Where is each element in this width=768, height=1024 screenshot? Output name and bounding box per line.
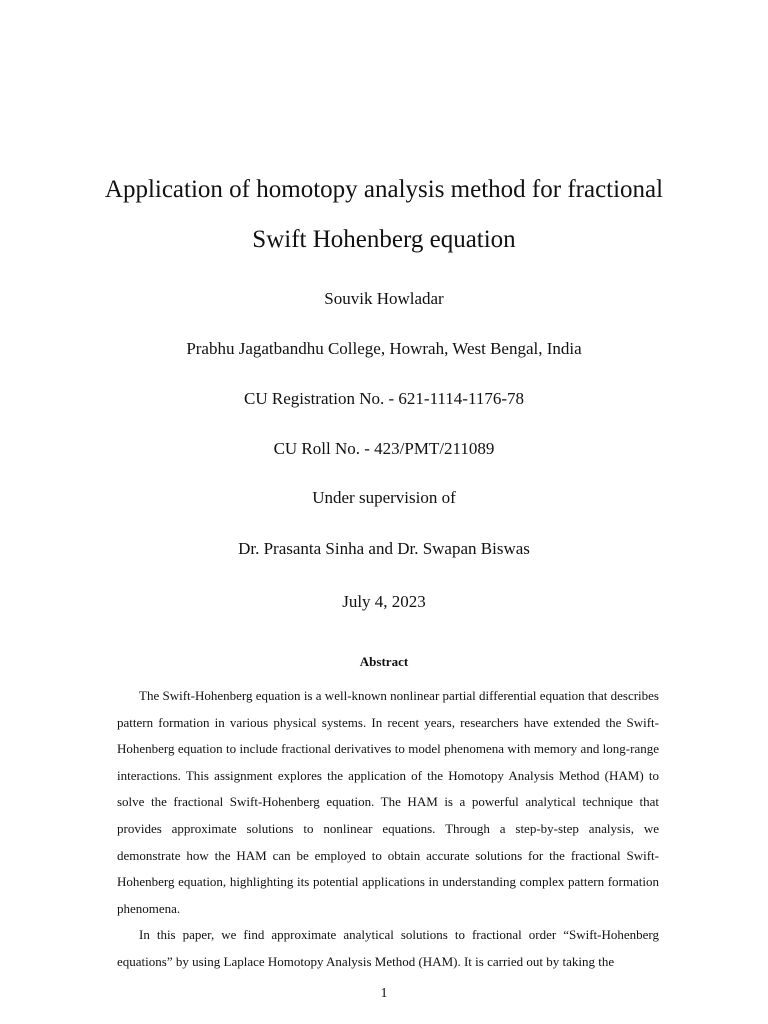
abstract-heading: Abstract [359, 654, 409, 669]
abstract-body [117, 683, 659, 976]
registration-number: CU Registration No. - 621-1114-1176-78 [244, 389, 524, 408]
abstract-paragraph: In this paper, we find approximate analytical solutions to fractional order “Swift-Hohenberg equations” by using Laplace Homotopy Analysis Method (HAM). It is carried out by taking the [117, 927, 659, 969]
affiliation: Prabhu Jagatbandhu College, Howrah, West Bengal, India [186, 339, 582, 358]
supervision-label: Under supervision of [312, 488, 456, 507]
roll-number: CU Roll No. - 423/PMT/211089 [273, 439, 495, 458]
paper-title-line-1: Application of homotopy analysis method for fractional [104, 176, 664, 203]
paper-title-line-2: Swift Hohenberg equation [252, 226, 516, 253]
abstract-paragraph: The Swift-Hohenberg equation is a well-known nonlinear partial differential equation that describes pattern formation in various physical systems. In recent years, researchers have extended the Swift-Hohenberg equation to include fractional derivatives to model phenomena with memory and long-range interactions. This assignment explores the application of the Homotopy Analysis Method (HAM) to solve the fractional Swift-Hohenberg equation. The HAM is a powerful analytical technique that provides approximate solutions to nonlinear equations. Through a step-by-step analysis, we demonstrate how the HAM can be employed to obtain accurate solutions for the fractional Swift-Hohenberg equation, highlighting its potential applications in understanding complex pattern formation phenomena. [117, 688, 659, 916]
supervisors: Dr. Prasanta Sinha and Dr. Swapan Biswas [238, 539, 530, 558]
date: July 4, 2023 [342, 592, 426, 611]
author-name: Souvik Howladar [324, 289, 444, 308]
page-number: 1 [380, 986, 388, 1001]
